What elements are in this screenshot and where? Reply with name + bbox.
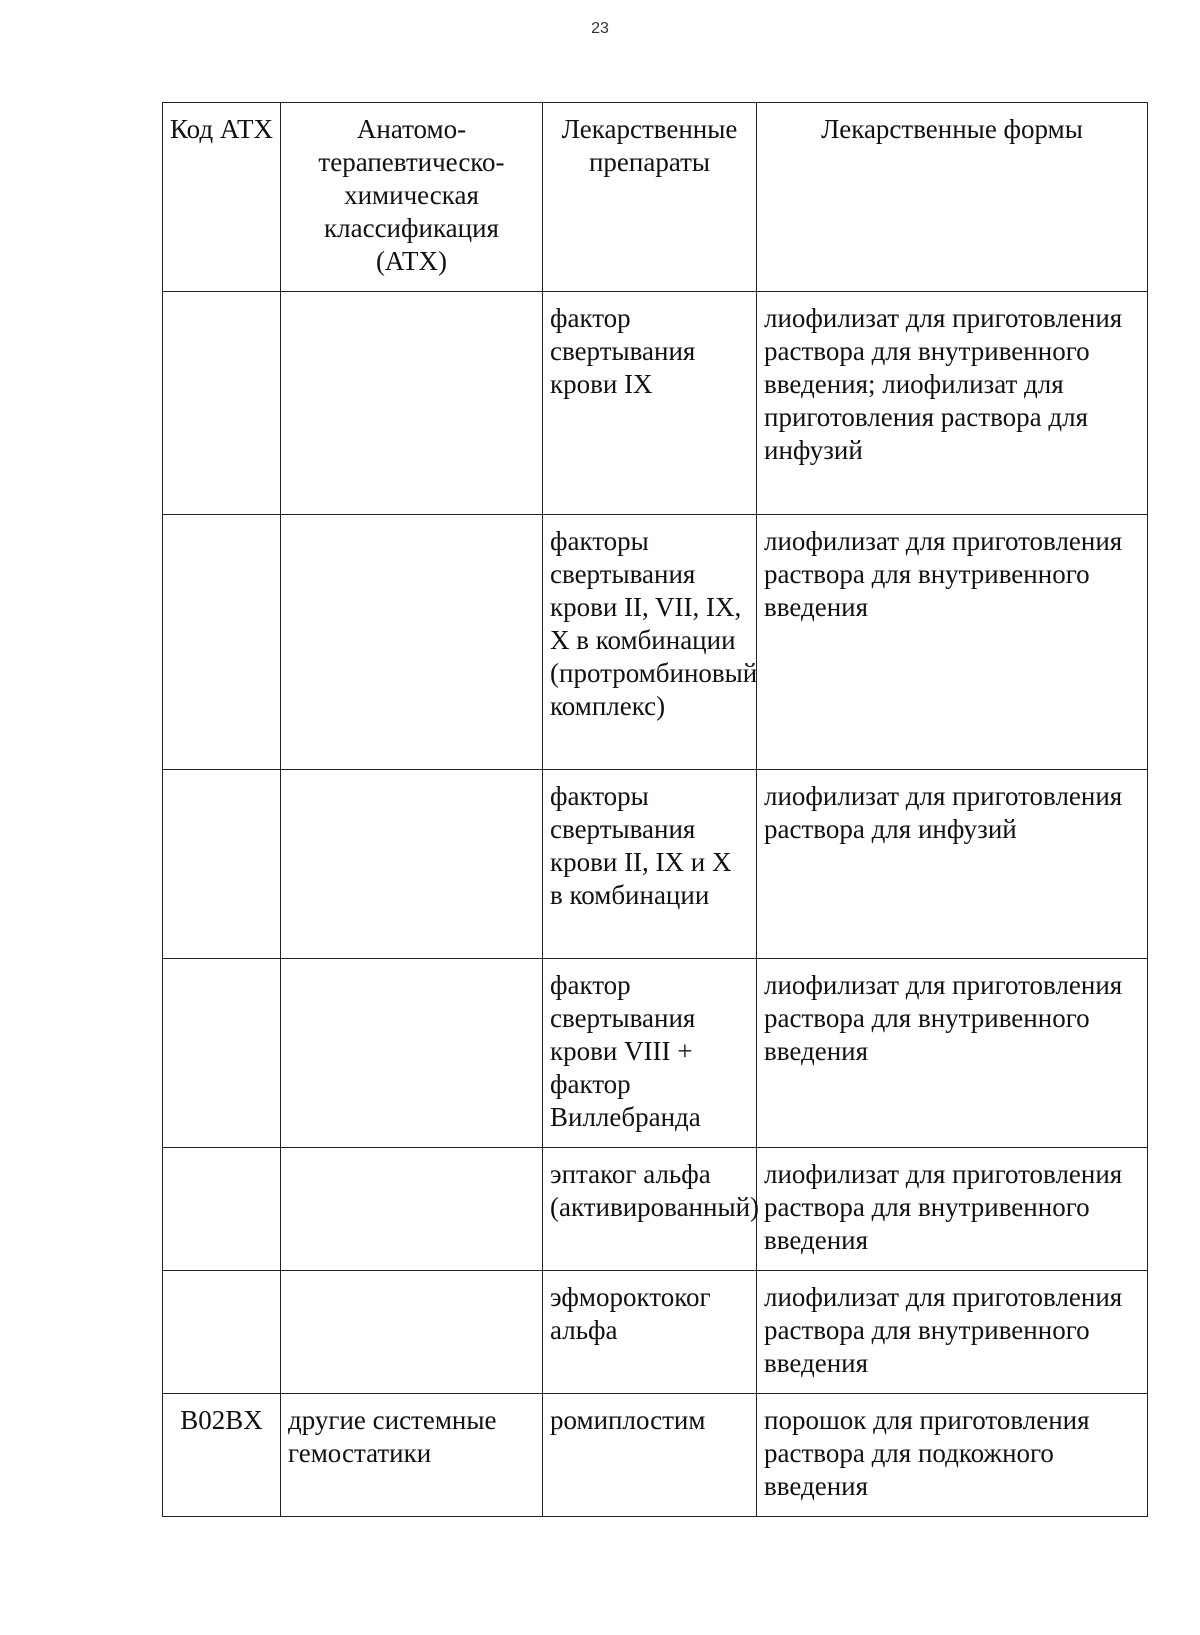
header-drugs: Лекарственные препараты	[543, 103, 757, 292]
cell-classification: другие системные гемостатики	[281, 1394, 543, 1517]
cell-drug: фактор свертывания крови IX	[543, 292, 757, 515]
table-row	[163, 770, 1148, 959]
cell-drug: эфмороктоког альфа	[543, 1271, 757, 1394]
table-row	[163, 515, 1148, 770]
table-row	[163, 959, 1148, 1148]
cell-code	[163, 1148, 281, 1271]
header-dosage-forms: Лекарственные формы	[757, 103, 1148, 292]
cell-forms: лиофилизат для приготовления раствора для инфузий	[757, 770, 1148, 959]
cell-classification	[281, 292, 543, 515]
cell-classification	[281, 1271, 543, 1394]
cell-forms: лиофилизат для приготовления раствора для внутривенного введения	[757, 515, 1148, 770]
atx-drug-table	[162, 102, 1148, 1517]
cell-drug: фактор свертывания крови VIII + фактор Виллебранда	[543, 959, 757, 1148]
cell-classification	[281, 515, 543, 770]
cell-code	[163, 515, 281, 770]
cell-forms: лиофилизат для приготовления раствора для внутривенного введения	[757, 1148, 1148, 1271]
cell-forms: лиофилизат для приготовления раствора для внутривенного введения	[757, 1271, 1148, 1394]
cell-classification	[281, 959, 543, 1148]
cell-drug: факторы свертывания крови II, IX и X в комбинации	[543, 770, 757, 959]
cell-code	[163, 959, 281, 1148]
cell-code	[163, 292, 281, 515]
table-row	[163, 1271, 1148, 1394]
table-row	[163, 1394, 1148, 1517]
cell-code	[163, 770, 281, 959]
cell-drug: факторы свертывания крови II, VII, IX, X в комбинации (протромбиновый комплекс)	[543, 515, 757, 770]
table-row	[163, 292, 1148, 515]
cell-forms: лиофилизат для приготовления раствора для внутривенного введения; лиофилизат для приготовления раствора для инфузий	[757, 292, 1148, 515]
header-atx-code: Код АТХ	[163, 103, 281, 292]
header-atx-classification: Анатомо-терапевтическо-химическая классификация (АТХ)	[281, 103, 543, 292]
cell-code	[163, 1271, 281, 1394]
table-row	[163, 1148, 1148, 1271]
page-number: 23	[591, 20, 609, 37]
cell-classification	[281, 770, 543, 959]
table-header-row	[163, 103, 1148, 292]
cell-drug: ромиплостим	[543, 1394, 757, 1517]
cell-forms: порошок для приготовления раствора для подкожного введения	[757, 1394, 1148, 1517]
cell-classification	[281, 1148, 543, 1271]
cell-forms: лиофилизат для приготовления раствора для внутривенного введения	[757, 959, 1148, 1148]
cell-code: B02BX	[163, 1394, 281, 1517]
cell-drug: эптаког альфа (активированный)	[543, 1148, 757, 1271]
